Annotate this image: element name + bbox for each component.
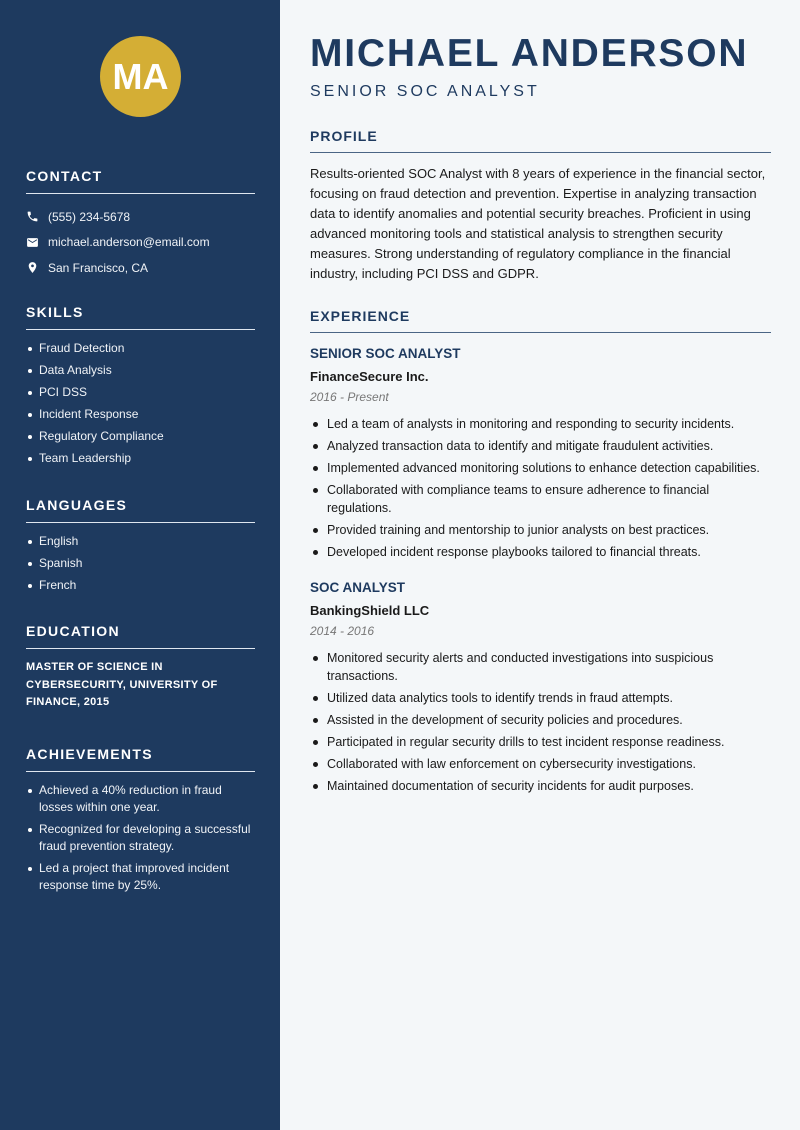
- language-item: Spanish: [26, 555, 255, 572]
- achievements-heading: ACHIEVEMENTS: [26, 746, 255, 772]
- email-icon: [26, 236, 39, 249]
- contact-section: [26, 168, 255, 281]
- job-entry: [310, 580, 771, 799]
- contact-heading: CONTACT: [26, 168, 255, 194]
- contact-location: San Francisco, CA: [26, 255, 255, 281]
- job-bullet: Collaborated with law enforcement on cybersecurity investigations.: [310, 755, 771, 773]
- skill-item: Data Analysis: [26, 362, 255, 379]
- job-company: BankingShield LLC: [310, 603, 430, 618]
- job-dates: 2016 - Present: [310, 390, 389, 404]
- job-bullet: Collaborated with compliance teams to ensure adherence to financial regulations.: [310, 481, 771, 517]
- phone-icon: [26, 210, 39, 223]
- languages-section: [26, 497, 255, 599]
- skill-item: Incident Response: [26, 406, 255, 423]
- job-bullet: Utilized data analytics tools to identify trends in fraud attempts.: [310, 689, 771, 707]
- skill-item: Team Leadership: [26, 450, 255, 467]
- job-bullet: Participated in regular security drills to test incident response readiness.: [310, 733, 771, 751]
- job-title: SENIOR SOC ANALYST: [310, 346, 461, 361]
- job-dates: 2014 - 2016: [310, 624, 375, 638]
- job-company: FinanceSecure Inc.: [310, 369, 429, 384]
- education-entry: MASTER OF SCIENCE IN CYBERSECURITY, UNIVERSITY OF FINANCE, 2015: [26, 661, 218, 708]
- job-bullet: Developed incident response playbooks tailored to financial threats.: [310, 543, 771, 561]
- skill-item: Fraud Detection: [26, 340, 255, 357]
- job-bullet: Assisted in the development of security policies and procedures.: [310, 711, 771, 729]
- job-title: SOC ANALYST: [310, 580, 406, 595]
- avatar: MA: [100, 36, 181, 117]
- job-entry: [310, 346, 771, 565]
- achievement-item: Recognized for developing a successful fraud prevention strategy.: [26, 821, 255, 855]
- job-bullet: Maintained documentation of security incidents for audit purposes.: [310, 777, 771, 795]
- language-item: French: [26, 577, 255, 594]
- job-bullet: Implemented advanced monitoring solutions to enhance detection capabilities.: [310, 459, 771, 477]
- candidate-title: SENIOR SOC ANALYST: [310, 83, 540, 100]
- contact-email: michael.anderson@email.com: [26, 230, 255, 256]
- skill-item: PCI DSS: [26, 384, 255, 401]
- job-bullet: Provided training and mentorship to junior analysts on best practices.: [310, 521, 771, 539]
- profile-heading: PROFILE: [310, 128, 771, 153]
- contact-phone: (555) 234-5678: [26, 204, 255, 230]
- skills-section: [26, 304, 255, 472]
- job-bullet: Led a team of analysts in monitoring and responding to security incidents.: [310, 415, 771, 433]
- skills-heading: SKILLS: [26, 304, 255, 330]
- education-section: [26, 623, 255, 712]
- achievement-item: Led a project that improved incident response time by 25%.: [26, 860, 255, 894]
- profile-text: Results-oriented SOC Analyst with 8 years of experience in the financial sector, focusing on fraud detection and prevention. Expertise in analyzing transaction data to identify anomalies and potential security breaches. Proficient in using advanced monitoring tools and statistical analysis to strengthen security measures. Strong understanding of regulatory compliance in the financial industry, including PCI DSS and GDPR.: [310, 166, 766, 281]
- language-item: English: [26, 533, 255, 550]
- location-pin-icon: [26, 261, 39, 274]
- job-bullet: Analyzed transaction data to identify and mitigate fraudulent activities.: [310, 437, 771, 455]
- achievements-section: [26, 746, 255, 899]
- job-bullet: Monitored security alerts and conducted investigations into suspicious transactions.: [310, 649, 771, 685]
- experience-heading: EXPERIENCE: [310, 308, 771, 333]
- achievement-item: Achieved a 40% reduction in fraud losses within one year.: [26, 782, 255, 816]
- sidebar: [0, 0, 280, 1130]
- languages-heading: LANGUAGES: [26, 497, 255, 523]
- candidate-name: MICHAEL ANDERSON: [310, 32, 749, 75]
- skill-item: Regulatory Compliance: [26, 428, 255, 445]
- education-heading: EDUCATION: [26, 623, 255, 649]
